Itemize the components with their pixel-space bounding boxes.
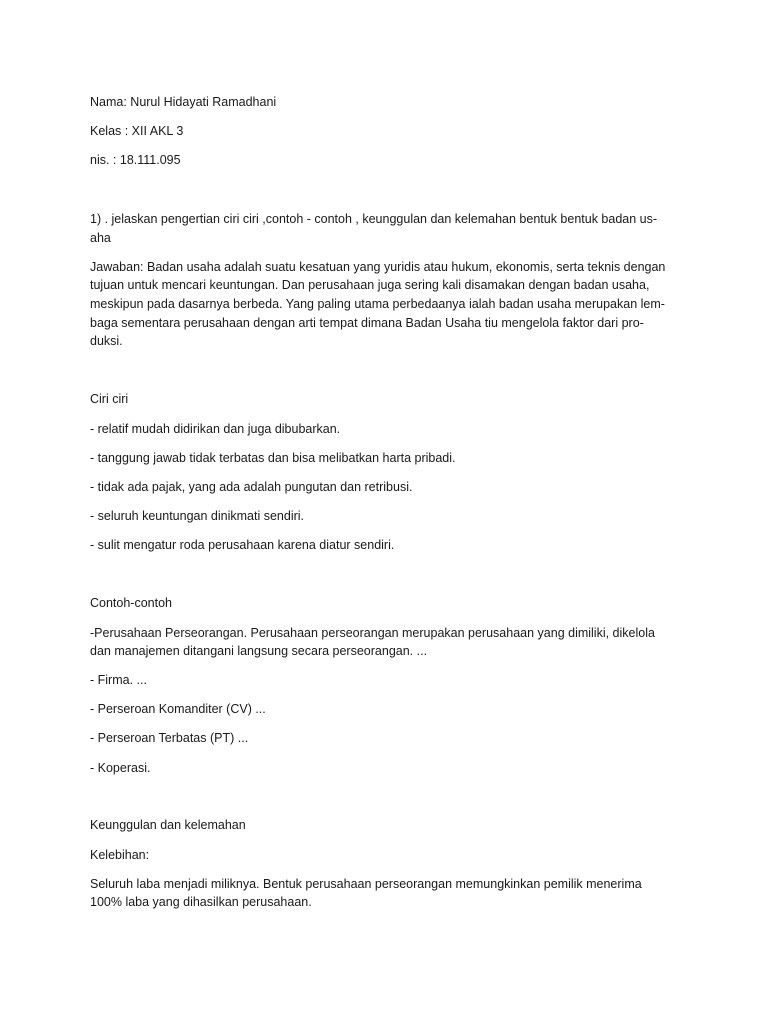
ciri-item: - sulit mengatur roda perusahaan karena diatur sendiri. — [90, 538, 395, 552]
kelebihan-line: 100% laba yang dihasilkan perusahaan. — [90, 895, 312, 909]
kelebihan-line: Seluruh laba menjadi miliknya. Bentuk perusahaan perseorangan memungkinkan pemilik menerima — [90, 877, 642, 891]
contoh-item: - Koperasi. — [90, 761, 151, 775]
answer-line: tujuan untuk mencari keuntungan. Dan perusahaan juga sering kali disamakan dengan badan usaha, — [90, 278, 650, 292]
student-name: Nama: Nurul Hidayati Ramadhani — [90, 95, 277, 109]
ciri-item: - relatif mudah didirikan dan juga dibubarkan. — [90, 422, 341, 436]
contoh-item: - Perseroan Terbatas (PT) ... — [90, 731, 249, 745]
kelebihan-subheading: Kelebihan: — [90, 848, 150, 862]
contoh-first-line: dan manajemen ditangani langsung secara perseorangan. ... — [90, 644, 428, 658]
contoh-item: - Firma. ... — [90, 673, 147, 687]
student-nis: nis. : 18.111.095 — [90, 153, 181, 167]
keunggulan-heading: Keunggulan dan kelemahan — [90, 818, 246, 832]
answer-line: meskipun pada dasarnya berbeda. Yang paling utama perbedaanya ialah badan usaha merupakan lem- — [90, 297, 665, 311]
answer-line: duksi. — [90, 334, 123, 348]
answer-line: Jawaban: Badan usaha adalah suatu kesatuan yang yuridis atau hukum, ekonomis, serta teknis dengan — [90, 260, 666, 274]
answer-line: baga sementara perusahaan dengan arti tempat dimana Badan Usaha tiu mengelola faktor dari pro- — [90, 316, 644, 330]
question-line: 1) . jelaskan pengertian ciri ciri ,contoh - contoh , keunggulan dan kelemahan bentuk bentuk badan us- — [90, 212, 658, 226]
ciri-item: - tidak ada pajak, yang ada adalah pungutan dan retribusi. — [90, 480, 413, 494]
student-class: Kelas : XII AKL 3 — [90, 124, 184, 138]
ciri-item: - seluruh keuntungan dinikmati sendiri. — [90, 509, 305, 523]
contoh-first-line: -Perusahaan Perseorangan. Perusahaan perseorangan merupakan perusahaan yang dimiliki, dikelola — [90, 626, 655, 640]
question-line: aha — [90, 231, 111, 245]
ciri-heading: Ciri ciri — [90, 392, 129, 406]
contoh-heading: Contoh-contoh — [90, 596, 173, 610]
ciri-item: - tanggung jawab tidak terbatas dan bisa melibatkan harta pribadi. — [90, 451, 456, 465]
contoh-item: - Perseroan Komanditer (CV) ... — [90, 702, 266, 716]
